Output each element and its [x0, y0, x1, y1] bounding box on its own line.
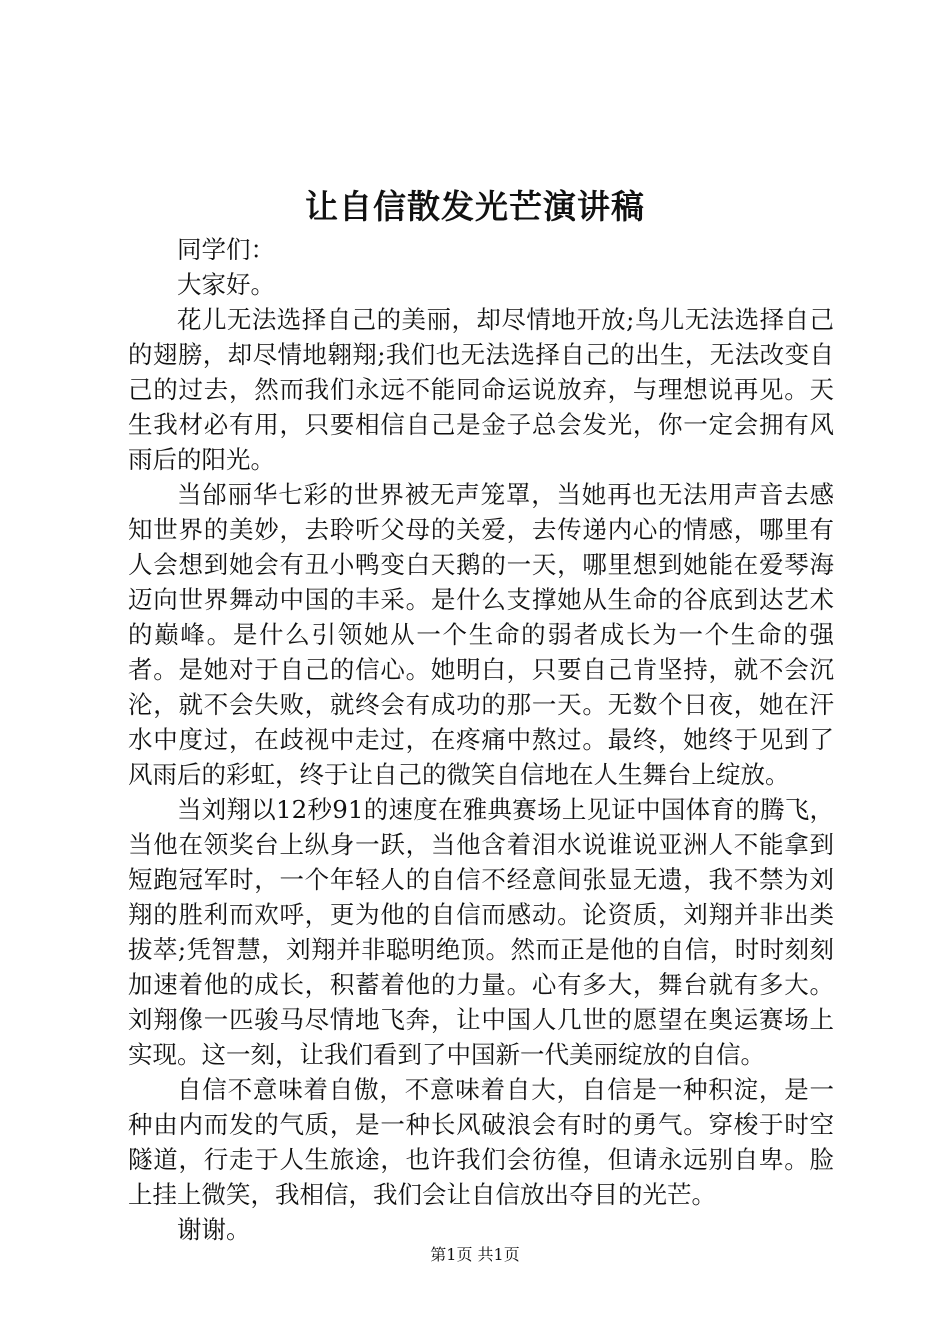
body-paragraph-4: 自信不意味着自傲，不意味着自大，自信是一种积淀，是一种由内而发的气质，是一种长风破浪会有时的勇气。穿梭于时空隧道，行走于人生旅途，也许我们会彷徨，但请永远别自卑。脸上挂上微笑，我相信，我们会让自信放出夺目的光芒。 — [128, 1075, 834, 1209]
document-title: 让自信散发光芒演讲稿 — [305, 187, 645, 226]
salutation-paragraph: 同学们： — [177, 235, 275, 264]
greeting-paragraph: 大家好。 — [177, 270, 275, 299]
body-paragraph-2: 当邰丽华七彩的世界被无声笼罩，当她再也无法用声音去感知世界的美妙，去聆听父母的关爱，去传递内心的情感，哪里有人会想到她会有丑小鸭变白天鹅的一天，哪里想到她能在爱琴海迈向世界舞动中国的丰采。是什么支撑她从生命的谷底到达艺术的巅峰。是什么引领她从一个生命的弱者成长为一个生命的强者。是她对于自己的信心。她明白，只要自己肯坚持，就不会沉沦，就不会失败，就终会有成功的那一天。无数个日夜，她在汗水中度过，在歧视中走过，在疼痛中熬过。最终，她终于见到了风雨后的彩虹，终于让自己的微笑自信地在人生舞台上绽放。 — [128, 480, 834, 789]
body-paragraph-3: 当刘翔以12秒91的速度在雅典赛场上见证中国体育的腾飞，当他在领奖台上纵身一跃，当他含着泪水说谁说亚洲人不能拿到短跑冠军时，一个年轻人的自信不经意间张显无遗，我不禁为刘翔的胜利而欢呼，更为他的自信而感动。论资质，刘翔并非出类拔萃;凭智慧，刘翔并非聪明绝顶。然而正是他的自信，时时刻刻加速着他的成长，积蓄着他的力量。心有多大，舞台就有多大。刘翔像一匹骏马尽情地飞奔，让中国人几世的愿望在奥运赛场上实现。这一刻，让我们看到了中国新一代美丽绽放的自信。 — [128, 795, 834, 1069]
document-body — [128, 232, 834, 1247]
closing-paragraph: 谢谢。 — [177, 1215, 251, 1244]
page-footer: 第1页 共1页 — [430, 1245, 520, 1264]
body-paragraph-1: 花儿无法选择自己的美丽，却尽情地开放;鸟儿无法选择自己的翅膀，却尽情地翱翔;我们也无法选择自己的出生，无法改变自己的过去，然而我们永远不能同命运说放弃，与理想说再见。天生我材必有用，只要相信自己是金子总会发光，你一定会拥有风雨后的阳光。 — [128, 305, 834, 474]
